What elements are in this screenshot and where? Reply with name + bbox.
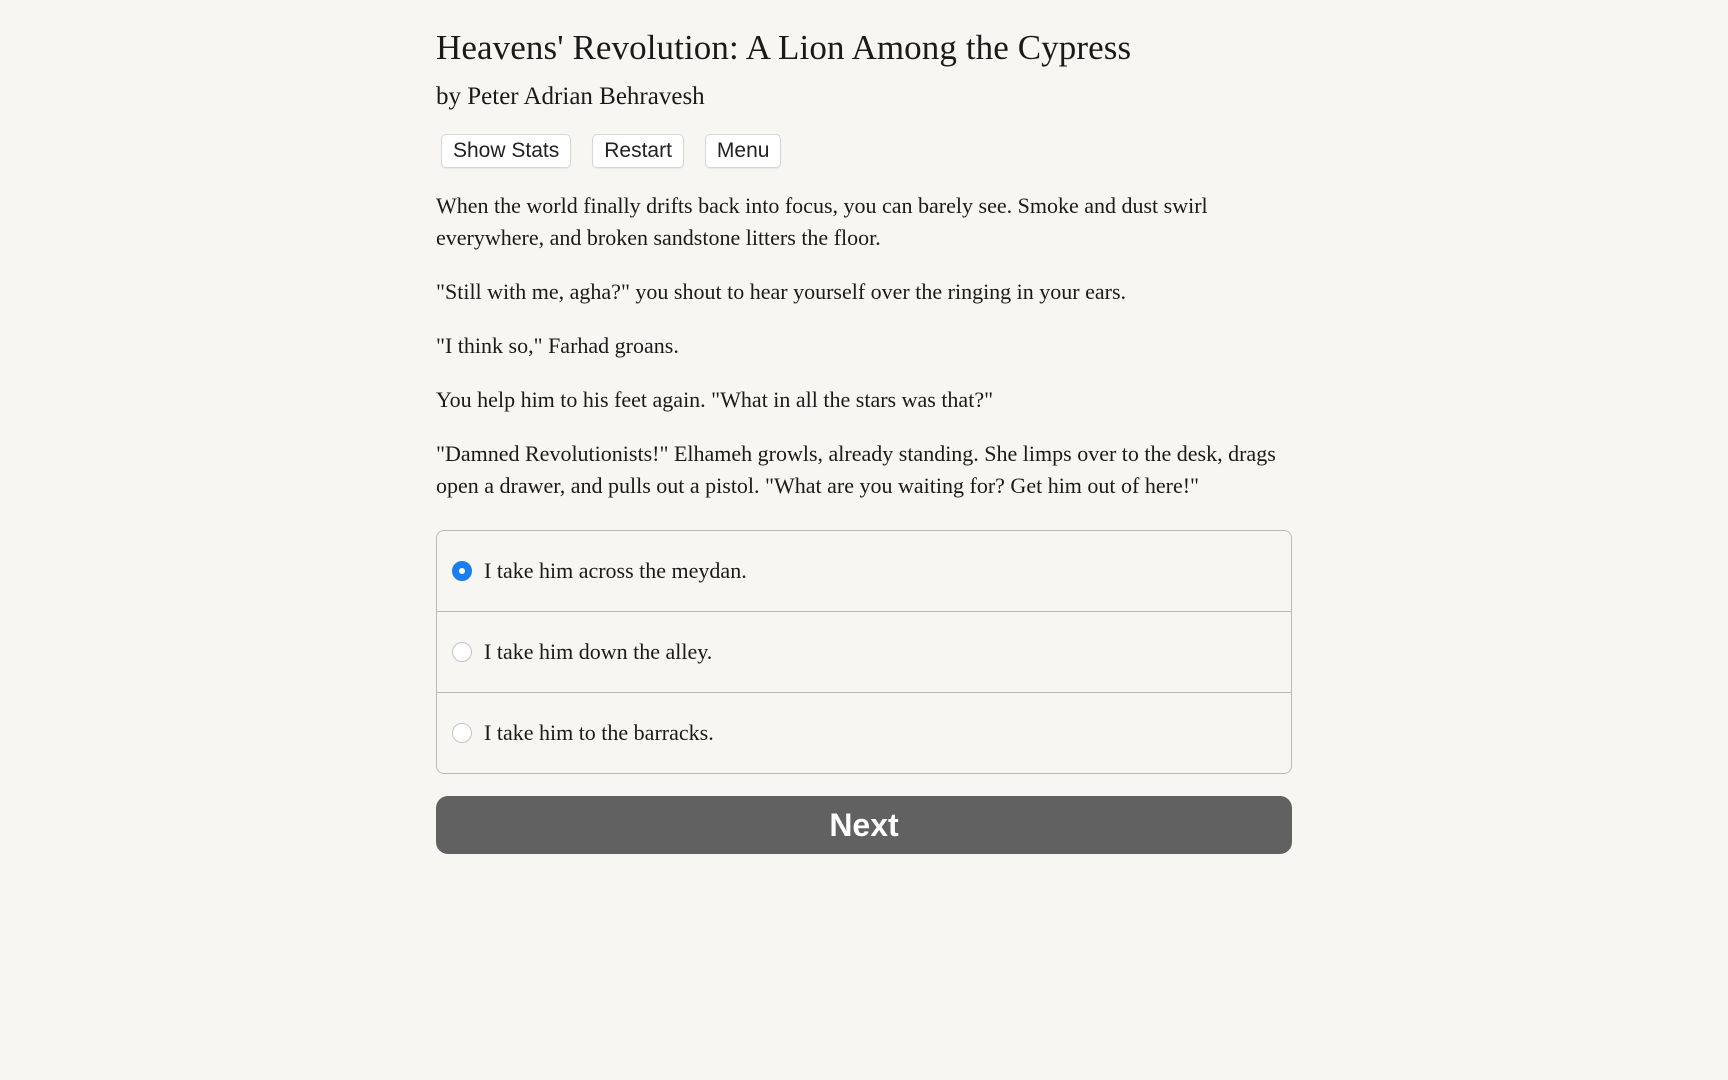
choice-option-barracks[interactable]	[437, 692, 1291, 773]
radio-button[interactable]	[452, 642, 472, 662]
story-paragraph: "I think so," Farhad groans.	[436, 333, 679, 358]
menu-button[interactable]: Menu	[705, 134, 782, 168]
choice-option-alley[interactable]	[437, 611, 1291, 692]
choice-list	[436, 530, 1292, 774]
choice-label: I take him to the barracks.	[484, 720, 714, 745]
radio-button[interactable]	[452, 723, 472, 743]
game-title: Heavens' Revolution: A Lion Among the Cypress	[436, 28, 1132, 67]
story-paragraph: "Damned Revolutionists!" Elhameh growls, already standing. She limps over to the desk, drags open a drawer, and pulls out a pistol. "What are you waiting for? Get him out of here!"	[436, 441, 1276, 498]
toolbar	[436, 134, 1292, 168]
choice-label: I take him down the alley.	[484, 639, 713, 664]
story-paragraph: When the world finally drifts back into focus, you can barely see. Smoke and dust swirl everywhere, and broken sandstone litters the floor.	[436, 193, 1208, 250]
story-text	[436, 190, 1292, 502]
story-paragraph: You help him to his feet again. "What in all the stars was that?"	[436, 387, 994, 412]
radio-button[interactable]	[452, 561, 472, 581]
next-button[interactable]: Next	[436, 796, 1292, 854]
choice-label: I take him across the meydan.	[484, 558, 747, 583]
choice-option-meydan[interactable]	[437, 531, 1291, 611]
game-author: by Peter Adrian Behravesh	[436, 83, 705, 110]
story-paragraph: "Still with me, agha?" you shout to hear yourself over the ringing in your ears.	[436, 279, 1127, 304]
game-page	[436, 0, 1292, 854]
show-stats-button[interactable]: Show Stats	[441, 134, 571, 168]
restart-button[interactable]: Restart	[592, 134, 684, 168]
